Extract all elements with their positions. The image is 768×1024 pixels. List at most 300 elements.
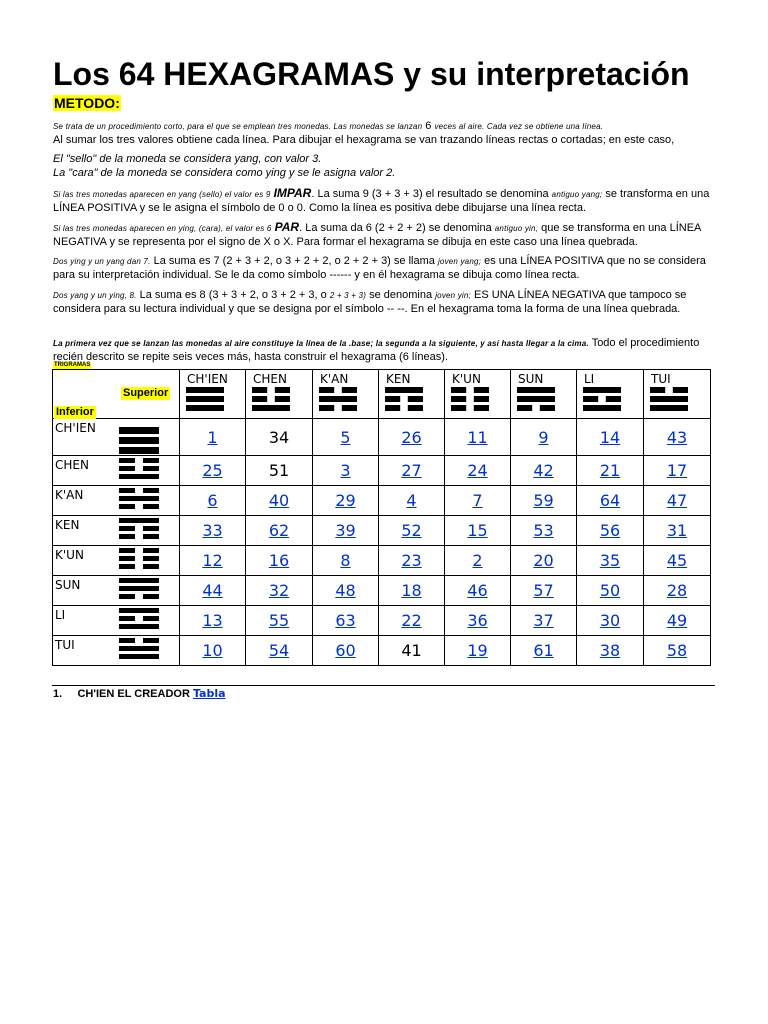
hexagram-cell[interactable] <box>379 456 445 486</box>
hexagram-cell[interactable] <box>644 486 711 516</box>
hexagram-link[interactable]: 22 <box>401 611 422 630</box>
hexagram-link[interactable]: 19 <box>467 641 488 660</box>
hexagram-cell[interactable] <box>379 486 445 516</box>
yin-line <box>143 488 159 493</box>
table-row <box>53 456 711 486</box>
col-header-ken <box>379 370 445 419</box>
hexagram-link[interactable]: 48 <box>335 581 356 600</box>
hexagram-link[interactable]: 2 <box>472 551 483 570</box>
row-header <box>53 486 180 516</box>
hexagram-link[interactable]: 50 <box>599 581 621 600</box>
hexagram-cell[interactable] <box>246 576 313 606</box>
row-header <box>53 516 180 546</box>
yin-line <box>451 405 466 411</box>
yin-line <box>119 504 135 509</box>
yin-line <box>342 405 357 411</box>
p6-small: Dos yang y un ying, 8. <box>53 291 137 300</box>
hexagram-link[interactable]: 58 <box>666 641 688 660</box>
hexagram-number: 51 <box>268 461 290 480</box>
hexagram-link[interactable]: 38 <box>599 641 621 660</box>
hexagram-cell[interactable] <box>313 546 379 576</box>
row-header <box>53 546 180 576</box>
yin-line <box>319 405 334 411</box>
yin-line <box>474 405 489 411</box>
hexagram-link[interactable]: 16 <box>268 551 290 570</box>
header-row <box>53 370 711 419</box>
yang-line <box>186 396 224 402</box>
hexagram-cell[interactable] <box>644 516 711 546</box>
hexagram-link[interactable]: 55 <box>268 611 290 630</box>
hexagram-link[interactable]: 63 <box>335 611 356 630</box>
paragraph-intro <box>53 120 715 147</box>
yin-line <box>119 534 135 539</box>
hexagram-link[interactable]: 39 <box>335 521 356 540</box>
hexagram-cell[interactable] <box>511 419 577 456</box>
yang-line <box>119 496 159 501</box>
hexagram-number: 34 <box>268 427 290 447</box>
yin-line <box>119 564 135 569</box>
hexagram-cell <box>246 419 313 456</box>
hexagram-cell[interactable] <box>246 636 313 666</box>
yin-line <box>451 387 466 393</box>
hexagram-cell[interactable] <box>577 456 644 486</box>
hexagram-link[interactable]: 11 <box>467 427 488 447</box>
hexagram-link[interactable]: 18 <box>401 581 422 600</box>
col-header-chen <box>246 370 313 419</box>
hexagram-cell[interactable] <box>313 456 379 486</box>
metodo-heading: METODO: <box>54 95 120 111</box>
hexagram-cell[interactable] <box>445 419 511 456</box>
yang-line <box>119 608 159 613</box>
table-row <box>53 546 711 576</box>
hexagram-link[interactable]: 62 <box>268 521 290 540</box>
hexagram-link[interactable]: 59 <box>533 491 554 510</box>
yin-line <box>119 466 135 471</box>
hexagram-link[interactable]: 5 <box>340 427 351 447</box>
hexagram-cell[interactable] <box>180 576 246 606</box>
col-header-tui <box>644 370 711 419</box>
p6-text-1: La suma es 8 (3 + 3 + 2, o 3 + 2 + 3, o <box>139 289 327 301</box>
hexagram-link[interactable]: 40 <box>268 491 290 510</box>
coin-value-line-2: La "cara" de la moneda se considera como ying y se le asigna valor 2. <box>53 166 396 179</box>
hexagram-cell[interactable] <box>180 546 246 576</box>
hexagram-cell[interactable] <box>445 636 511 666</box>
hexagram-link[interactable]: 46 <box>467 581 488 600</box>
yin-line <box>275 396 290 402</box>
intro-six: 6 <box>425 120 432 132</box>
col-header-kun <box>445 370 511 419</box>
yin-line <box>474 396 489 402</box>
hexagram-link[interactable]: 30 <box>599 611 621 630</box>
yang-line <box>517 396 555 402</box>
hexagram-cell[interactable] <box>246 486 313 516</box>
p5-small: Dos ying y un yang dan 7. <box>53 257 151 266</box>
hexagram-link[interactable]: 6 <box>207 491 218 510</box>
hexagram-link[interactable]: 45 <box>666 551 688 570</box>
hexagram-cell[interactable] <box>644 636 711 666</box>
yang-line <box>119 654 159 659</box>
yin-line <box>143 564 159 569</box>
yang-line <box>385 387 423 393</box>
col-header-label: LI <box>584 372 595 386</box>
yin-line <box>517 405 532 411</box>
hexagram-cell[interactable] <box>644 419 711 456</box>
coin-value-line-1: El "sello" de la moneda se considera yang, con valor 3. <box>53 153 322 165</box>
hexagram-link[interactable]: 32 <box>268 581 290 600</box>
inferior-label: Inferior <box>56 406 94 418</box>
yin-line <box>673 387 688 393</box>
table-row <box>53 419 711 456</box>
hexagram-cell[interactable] <box>577 516 644 546</box>
yin-line <box>143 638 159 643</box>
hexagram-link[interactable]: 49 <box>666 611 688 630</box>
p3-small: Si las tres monedas aparecen en yang (sello) el valor es 9 <box>53 190 271 199</box>
yang-line <box>319 396 357 402</box>
hexagram-link[interactable]: 42 <box>533 461 554 480</box>
hexagram-cell[interactable] <box>180 636 246 666</box>
yin-line <box>385 396 400 402</box>
hexagram-cell[interactable] <box>180 516 246 546</box>
yin-line <box>275 387 290 393</box>
hexagram-link[interactable]: 53 <box>533 521 554 540</box>
hexagram-number: 41 <box>401 641 422 660</box>
hexagram-cell[interactable] <box>246 606 313 636</box>
table-row <box>53 606 711 636</box>
hexagram-cell[interactable] <box>445 576 511 606</box>
hexagram-link[interactable]: 28 <box>666 581 688 600</box>
hexagram-link[interactable]: 13 <box>202 611 223 630</box>
trigram-row-icon <box>119 606 163 634</box>
section-title: CH'IEN EL CREADOR <box>77 688 190 700</box>
hexagram-cell[interactable] <box>246 546 313 576</box>
yin-line <box>606 396 621 402</box>
hexagram-cell[interactable] <box>313 576 379 606</box>
hexagram-cell[interactable] <box>445 516 511 546</box>
section-number: 1. <box>53 688 63 700</box>
col-header-label: CH'IEN <box>187 372 228 386</box>
p4-text-2: que se transforma en una LÍNEA NEGATIVA y se representa por el signo de X o X. Para formar el hexagrama se dibuja en este caso una línea quebrada. <box>53 222 701 248</box>
corner-cell <box>53 370 180 419</box>
hexagram-cell[interactable] <box>379 546 445 576</box>
row-header <box>53 636 180 666</box>
yang-line <box>650 396 688 402</box>
table-row <box>53 516 711 546</box>
p3-bold: IMPAR <box>273 186 312 200</box>
hexagram-cell[interactable] <box>511 576 577 606</box>
p5-italic: joven yang; <box>437 257 482 266</box>
col-header-label: K'AN <box>320 372 349 386</box>
hexagram-link[interactable]: 44 <box>202 581 223 600</box>
hexagram-cell[interactable] <box>644 576 711 606</box>
table-row <box>53 486 711 516</box>
hexagram-cell[interactable] <box>577 546 644 576</box>
hexagram-link[interactable]: 17 <box>666 461 688 480</box>
yin-line <box>143 504 159 509</box>
hexagram-link[interactable]: 24 <box>467 461 488 480</box>
yin-line <box>474 387 489 393</box>
hexagram-cell[interactable] <box>445 456 511 486</box>
trigram-row-icon <box>119 516 163 544</box>
hexagram-link[interactable]: 57 <box>533 581 554 600</box>
yang-line <box>119 427 159 434</box>
hexagram-cell[interactable] <box>644 606 711 636</box>
yin-line <box>252 387 267 393</box>
hexagram-link[interactable]: 7 <box>472 491 483 510</box>
yang-line <box>583 405 621 411</box>
row-header-label: KEN <box>55 518 80 532</box>
hexagram-link[interactable]: 37 <box>533 611 554 630</box>
hexagram-cell[interactable] <box>180 419 246 456</box>
hexagram-link[interactable]: 36 <box>467 611 488 630</box>
intro-text: Al sumar los tres valores obtiene cada línea. Para dibujar el hexagrama se van trazando líneas rectas o cortadas; en este caso, <box>53 133 675 146</box>
yin-line <box>650 387 665 393</box>
paragraph-antiguo-yin <box>53 221 715 249</box>
yin-line <box>119 488 135 493</box>
trigram-tui-icon <box>650 386 696 414</box>
hexagram-cell <box>246 456 313 486</box>
trigram-ken-icon <box>385 386 431 414</box>
hexagram-link[interactable]: 64 <box>599 491 621 510</box>
yin-line <box>119 638 135 643</box>
hexagram-link[interactable]: 47 <box>666 491 688 510</box>
hexagram-link[interactable]: 25 <box>202 461 223 480</box>
hexagram-cell[interactable] <box>379 516 445 546</box>
hexagram-link[interactable]: 60 <box>335 641 356 660</box>
trigram-kan-icon <box>319 386 365 414</box>
col-header-li <box>577 370 644 419</box>
row-header-label: K'UN <box>55 548 84 562</box>
hexagram-cell[interactable] <box>445 546 511 576</box>
hexagram-link[interactable]: 35 <box>599 551 621 570</box>
yang-line <box>119 624 159 629</box>
row-header <box>53 606 180 636</box>
yang-line <box>119 447 159 454</box>
yin-line <box>540 405 555 411</box>
col-header-label: CHEN <box>253 372 287 386</box>
yang-line <box>119 437 159 444</box>
col-header-chien <box>180 370 246 419</box>
hexagram-link[interactable]: 9 <box>538 427 549 447</box>
yin-line <box>408 396 423 402</box>
yin-line <box>583 396 598 402</box>
row-header-label: CH'IEN <box>55 421 96 435</box>
trigram-row-icon <box>119 456 163 484</box>
p6-italic: joven yin; <box>435 291 471 300</box>
yang-line <box>650 405 688 411</box>
yin-line <box>119 526 135 531</box>
yin-line <box>143 616 159 621</box>
hexagram-cell[interactable] <box>313 516 379 546</box>
hexagram-link[interactable]: 8 <box>340 551 351 570</box>
hexagram-cell[interactable] <box>246 516 313 546</box>
trigram-kun-icon <box>451 386 497 414</box>
p4-small: Si las tres monedas aparecen en ying, (cara), el valor es 6 <box>53 224 272 233</box>
row-header-label: K'AN <box>55 488 84 502</box>
intro-small-text-2: veces al aire. Cada vez se obtiene una línea. <box>434 122 604 131</box>
p6-small-2: 2 + 3 + 3) <box>329 291 367 300</box>
hexagram-link[interactable]: 21 <box>599 461 621 480</box>
hexagram-cell[interactable] <box>511 546 577 576</box>
paragraph-joven-yang <box>53 255 715 282</box>
hexagram-cell[interactable] <box>511 486 577 516</box>
col-header-sun <box>511 370 577 419</box>
yin-line <box>143 534 159 539</box>
hexagram-cell[interactable] <box>577 636 644 666</box>
col-header-label: TUI <box>651 372 671 386</box>
yin-line <box>119 594 135 599</box>
tabla-link[interactable]: Tabla <box>192 687 226 700</box>
row-header <box>53 419 180 456</box>
hexagram-cell[interactable] <box>577 576 644 606</box>
hexagram-cell[interactable] <box>577 419 644 456</box>
p4-text-1: . La suma da 6 (2 + 2 + 2) se denomina <box>299 222 492 234</box>
yin-line <box>408 405 423 411</box>
hexagram-link[interactable]: 4 <box>406 491 417 510</box>
trigram-chien-icon <box>186 386 232 414</box>
trigram-sun-icon <box>517 386 563 414</box>
hexagram-link[interactable]: 14 <box>599 427 621 447</box>
table-row <box>53 636 711 666</box>
yin-line <box>252 396 267 402</box>
yin-line <box>143 526 159 531</box>
trigram-chen-icon <box>252 386 298 414</box>
row-header-label: LI <box>55 608 66 622</box>
p3-italic: antiguo yang; <box>551 190 603 199</box>
yang-line <box>186 405 224 411</box>
hexagram-cell[interactable] <box>511 606 577 636</box>
paragraph-joven-yin <box>53 289 715 316</box>
row-header-label: CHEN <box>55 458 89 472</box>
p7-text: Todo el procedimiento recién descrito se repite seis veces más, hasta construir el hexagrama (6 líneas). <box>53 337 700 363</box>
trigram-row-icon <box>119 486 163 514</box>
hexagram-table <box>52 369 711 666</box>
hexagram-cell[interactable] <box>313 636 379 666</box>
p4-italic: antiguo yin, <box>494 224 539 233</box>
yin-line <box>143 466 159 471</box>
hexagram-link[interactable]: 56 <box>599 521 621 540</box>
section-divider <box>52 685 715 686</box>
hexagram-cell[interactable] <box>379 606 445 636</box>
hexagram-cell[interactable] <box>577 606 644 636</box>
yin-line <box>451 396 466 402</box>
p3-text-2: se transforma en una LÍNEA POSITIVA y se le asigna el símbolo de 0 o 0. Como la línea es positiva debe dibujarse una línea recta. <box>53 188 710 214</box>
hexagram-cell[interactable] <box>180 486 246 516</box>
yin-line <box>143 594 159 599</box>
hexagram-cell[interactable] <box>644 546 711 576</box>
trigramas-label: TRIGRAMAS <box>54 362 91 368</box>
hexagram-link[interactable]: 61 <box>533 641 554 660</box>
trigram-row-icon <box>119 636 163 664</box>
p4-bold: PAR <box>274 220 300 234</box>
intro-small-text: Se trata de un procedimiento corto, para el que se emplean tres monedas. Las monedas se lanzan <box>53 122 423 131</box>
hexagram-link[interactable]: 1 <box>207 427 218 447</box>
p6-text-2: ES UNA LÍNEA NEGATIVA que tampoco se considera para su lectura individual y que se designa por el símbolo -- --. En el hexagrama toma la forma de una línea quebrada. <box>53 289 687 315</box>
yin-line <box>119 616 135 621</box>
yin-line <box>119 458 135 463</box>
p7-small: La primera vez que se lanzan las monedas al aire constituye la línea de la .base; la segunda a la siguiente, y así hasta llegar a la cima. <box>53 339 589 348</box>
yang-line <box>119 518 159 523</box>
hexagram-cell[interactable] <box>511 636 577 666</box>
yang-line <box>119 586 159 591</box>
p3-text-1: . La suma 9 (3 + 3 + 3) el resultado se denomina <box>311 188 549 200</box>
yang-line <box>119 578 159 583</box>
hexagram-cell[interactable] <box>313 486 379 516</box>
yang-line <box>119 646 159 651</box>
superior-label: Superior <box>123 387 169 399</box>
hexagram-cell[interactable] <box>644 456 711 486</box>
row-header-label: TUI <box>55 638 75 652</box>
trigram-row-icon <box>119 576 163 604</box>
yin-line <box>143 458 159 463</box>
col-header-label: SUN <box>518 372 544 386</box>
hexagram-link[interactable]: 29 <box>335 491 356 510</box>
section-heading-1 <box>53 687 226 700</box>
hexagram-cell[interactable] <box>180 606 246 636</box>
yin-line <box>342 387 357 393</box>
row-header-label: SUN <box>55 578 81 592</box>
hexagram-cell[interactable] <box>379 419 445 456</box>
p5-text-2: es una LÍNEA POSITIVA que no se considera para su interpretación individual. Se le da como símbolo ------ y en él hexagrama se dibuja como línea recta. <box>53 255 706 281</box>
yang-line <box>517 387 555 393</box>
paragraph-coin-values <box>53 153 715 180</box>
yin-line <box>119 556 135 561</box>
paragraph-procedure <box>53 337 715 364</box>
hexagram-link[interactable]: 10 <box>202 641 223 660</box>
hexagram-cell[interactable] <box>445 606 511 636</box>
yang-line <box>119 474 159 479</box>
hexagram-cell[interactable] <box>379 576 445 606</box>
hexagram-cell[interactable] <box>313 419 379 456</box>
yin-line <box>385 405 400 411</box>
hexagram-link[interactable]: 26 <box>401 427 422 447</box>
hexagram-link[interactable]: 27 <box>401 461 422 480</box>
yin-line <box>319 387 334 393</box>
col-header-label: K'UN <box>452 372 481 386</box>
row-header <box>53 576 180 606</box>
hexagram-link[interactable]: 12 <box>202 551 223 570</box>
p6-text-1b: se denomina <box>369 289 433 301</box>
hexagram-cell[interactable] <box>445 486 511 516</box>
hexagram-link[interactable]: 3 <box>340 461 351 480</box>
trigram-li-icon <box>583 386 629 414</box>
hexagram-link[interactable]: 52 <box>401 521 422 540</box>
yin-line <box>143 556 159 561</box>
hexagram-cell[interactable] <box>180 456 246 486</box>
yang-line <box>252 405 290 411</box>
row-header <box>53 456 180 486</box>
hexagram-link[interactable]: 15 <box>467 521 488 540</box>
paragraph-antiguo-yang <box>53 187 715 215</box>
hexagram-cell[interactable] <box>577 486 644 516</box>
hexagram-link[interactable]: 23 <box>401 551 422 570</box>
hexagram-link[interactable]: 31 <box>666 521 688 540</box>
hexagram-cell[interactable] <box>511 456 577 486</box>
hexagram-cell <box>379 636 445 666</box>
hexagram-link[interactable]: 54 <box>268 641 290 660</box>
hexagram-cell[interactable] <box>511 516 577 546</box>
col-header-label: KEN <box>386 372 411 386</box>
hexagram-link[interactable]: 33 <box>202 521 223 540</box>
yang-line <box>583 387 621 393</box>
yin-line <box>119 548 135 553</box>
hexagram-link[interactable]: 20 <box>533 551 554 570</box>
hexagram-cell[interactable] <box>313 606 379 636</box>
hexagram-link[interactable]: 43 <box>666 427 688 447</box>
col-header-kan <box>313 370 379 419</box>
yin-line <box>143 548 159 553</box>
table-row <box>53 576 711 606</box>
trigram-row-icon <box>119 546 163 574</box>
